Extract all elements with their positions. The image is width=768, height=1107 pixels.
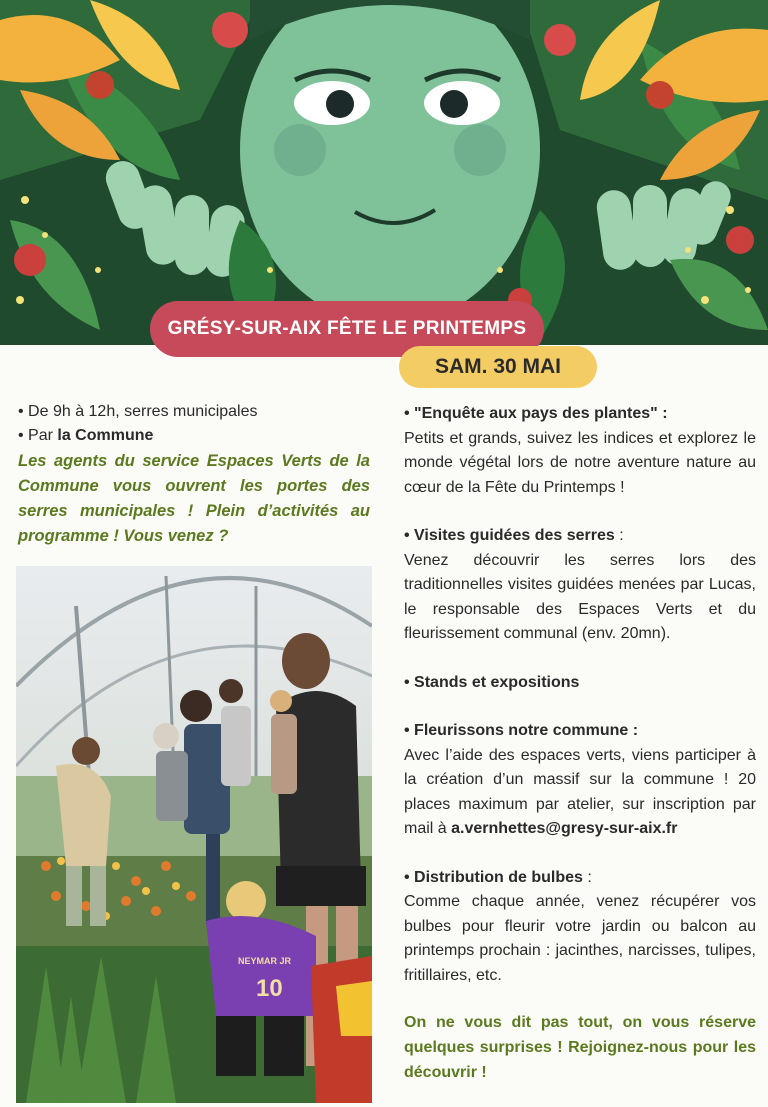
- event-date: SAM. 30 MAI: [434, 355, 562, 378]
- intro-paragraph: Les agents du service Espaces Verts de la Commune vous ouvrent les portes des serres municipales ! Plein d’activités au programme ! Vous venez ?: [18, 452, 370, 545]
- section-heading-suffix: :: [614, 527, 624, 544]
- jersey-number: 10: [256, 975, 283, 1002]
- section-heading: • Fleurissons notre commune :: [404, 722, 639, 739]
- section-bulbes: [404, 866, 756, 989]
- greenhouse-photo: [16, 566, 372, 1103]
- section-heading: • Stands et expositions: [404, 673, 580, 691]
- section-body-text: Avec l’aide des espaces verts, viens participer à la création d’un massif sur la commune ! 20 places maximum par atelier, sur inscription par mail à: [404, 746, 756, 837]
- left-column: [18, 400, 370, 549]
- contact-email-link[interactable]: a.vernhettes@gresy-sur-aix.fr: [451, 820, 678, 837]
- section-enquete: [404, 402, 756, 500]
- organizer-prefix: • Par: [18, 427, 58, 444]
- jersey-name: NEYMAR JR: [238, 956, 292, 966]
- closing-paragraph: On ne vous dit pas tout, on vous réserve quelques surprises ! Rejoignez-nous pour les découvrir !: [404, 1014, 756, 1081]
- event-date-badge: [399, 346, 597, 388]
- right-column: [404, 402, 756, 1085]
- organizer-line: [18, 424, 370, 448]
- section-heading: • Distribution de bulbes: [404, 868, 583, 886]
- section-heading: • "Enquête aux pays des plantes" :: [404, 405, 668, 422]
- section-body: Comme chaque année, venez récupérer vos bulbes pour fleurir votre jardin ou balcon au printemps prochain : jacinthes, narcisses, tulipes, fritillaires, etc.: [404, 893, 756, 984]
- section-stands: [404, 671, 756, 696]
- section-body: Venez découvrir les serres lors des traditionnelles visites guidées menées par Lucas, le responsable des Espaces Verts et du fleurissement communal (env. 20mn).: [404, 551, 756, 642]
- hero-illustration: [0, 0, 768, 345]
- section-heading-suffix: :: [582, 868, 592, 886]
- schedule-line: • De 9h à 12h, serres municipales: [18, 403, 258, 420]
- section-heading: • Visites guidées des serres: [404, 527, 615, 544]
- section-visites: [404, 524, 756, 647]
- section-fleurissons: [404, 719, 756, 842]
- section-heading-line: [404, 866, 756, 891]
- section-heading-line: [404, 524, 756, 549]
- section-body: Petits et grands, suivez les indices et explorez le monde végétal lors de notre aventure nature au cœur de la Fête du Printemps !: [404, 429, 756, 496]
- event-title: GRÉSY-SUR-AIX FÊTE LE PRINTEMPS: [167, 318, 527, 339]
- organizer-name: la Commune: [57, 427, 154, 444]
- section-body: [404, 744, 756, 842]
